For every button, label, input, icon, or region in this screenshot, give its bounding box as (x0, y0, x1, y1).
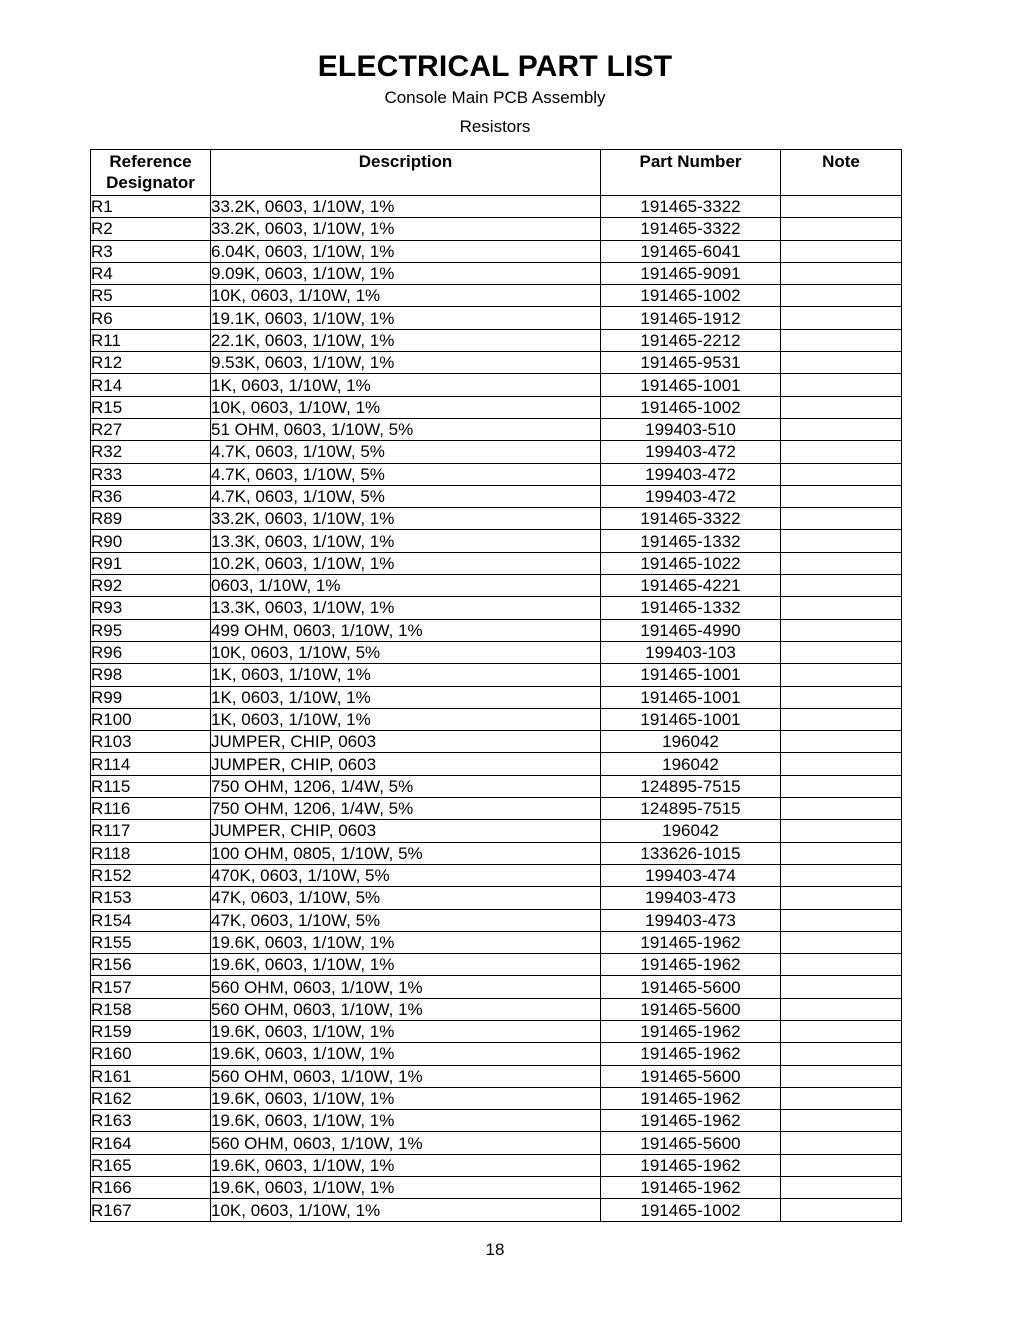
description-cell: 19.6K, 0603, 1/10W, 1% (211, 1043, 601, 1065)
table-row (91, 1154, 902, 1176)
table-header-row (91, 150, 902, 196)
reference-designator-cell: R12 (91, 352, 211, 374)
part-number-cell: 191465-3322 (601, 508, 781, 530)
note-cell (781, 931, 902, 953)
note-cell (781, 352, 902, 374)
table-row (91, 374, 902, 396)
note-cell (781, 753, 902, 775)
part-number-cell: 191465-1332 (601, 597, 781, 619)
description-cell: 750 OHM, 1206, 1/4W, 5% (211, 798, 601, 820)
reference-designator-cell: R32 (91, 441, 211, 463)
reference-designator-cell: R157 (91, 976, 211, 998)
description-cell: 19.6K, 0603, 1/10W, 1% (211, 1177, 601, 1199)
note-cell (781, 463, 902, 485)
description-cell: 499 OHM, 0603, 1/10W, 1% (211, 619, 601, 641)
column-header-description: Description (211, 150, 601, 196)
reference-designator-cell: R155 (91, 931, 211, 953)
column-header-reference-designator (91, 150, 211, 196)
description-cell: 19.6K, 0603, 1/10W, 1% (211, 1154, 601, 1176)
description-cell: 33.2K, 0603, 1/10W, 1% (211, 196, 601, 218)
note-cell (781, 664, 902, 686)
table-row (91, 1043, 902, 1065)
part-number-cell: 191465-1962 (601, 1110, 781, 1132)
reference-designator-cell: R154 (91, 909, 211, 931)
note-cell (781, 954, 902, 976)
table-row (91, 664, 902, 686)
reference-designator-cell: R27 (91, 418, 211, 440)
note-cell (781, 1043, 902, 1065)
description-cell: 750 OHM, 1206, 1/4W, 5% (211, 775, 601, 797)
table-row (91, 530, 902, 552)
description-cell: 33.2K, 0603, 1/10W, 1% (211, 508, 601, 530)
table-row (91, 998, 902, 1020)
note-cell (781, 441, 902, 463)
description-cell: 4.7K, 0603, 1/10W, 5% (211, 485, 601, 507)
description-cell: 9.53K, 0603, 1/10W, 1% (211, 352, 601, 374)
description-cell: 100 OHM, 0805, 1/10W, 5% (211, 842, 601, 864)
description-cell: 47K, 0603, 1/10W, 5% (211, 887, 601, 909)
note-cell (781, 485, 902, 507)
note-cell (781, 731, 902, 753)
description-cell: 13.3K, 0603, 1/10W, 1% (211, 597, 601, 619)
reference-designator-cell: R33 (91, 463, 211, 485)
reference-designator-cell: R5 (91, 285, 211, 307)
column-header-reference-line2: Designator (106, 173, 195, 192)
description-cell: 13.3K, 0603, 1/10W, 1% (211, 530, 601, 552)
reference-designator-cell: R36 (91, 485, 211, 507)
table-row (91, 976, 902, 998)
reference-designator-cell: R158 (91, 998, 211, 1020)
part-number-cell: 191465-9091 (601, 262, 781, 284)
part-number-cell: 191465-1001 (601, 374, 781, 396)
part-number-cell: 191465-1962 (601, 1087, 781, 1109)
note-cell (781, 887, 902, 909)
reference-designator-cell: R100 (91, 708, 211, 730)
reference-designator-cell: R159 (91, 1020, 211, 1042)
part-number-cell: 199403-473 (601, 887, 781, 909)
note-cell (781, 418, 902, 440)
note-cell (781, 597, 902, 619)
table-row (91, 418, 902, 440)
parts-table-body (91, 196, 902, 1222)
table-row (91, 753, 902, 775)
description-cell: 10K, 0603, 1/10W, 5% (211, 641, 601, 663)
reference-designator-cell: R164 (91, 1132, 211, 1154)
table-row (91, 396, 902, 418)
table-row (91, 708, 902, 730)
table-row (91, 552, 902, 574)
table-row (91, 597, 902, 619)
note-cell (781, 686, 902, 708)
table-row (91, 954, 902, 976)
table-row (91, 1199, 902, 1221)
reference-designator-cell: R90 (91, 530, 211, 552)
table-row (91, 329, 902, 351)
part-number-cell: 199403-474 (601, 864, 781, 886)
part-number-cell: 199403-510 (601, 418, 781, 440)
section-title: Resistors (459, 117, 531, 136)
note-cell (781, 530, 902, 552)
part-number-cell: 199403-472 (601, 441, 781, 463)
part-number-cell: 199403-103 (601, 641, 781, 663)
part-number-cell: 196042 (601, 731, 781, 753)
part-number-cell: 199403-472 (601, 485, 781, 507)
part-number-cell: 191465-1001 (601, 686, 781, 708)
part-number-cell: 191465-1962 (601, 1043, 781, 1065)
note-cell (781, 641, 902, 663)
description-cell: 47K, 0603, 1/10W, 5% (211, 909, 601, 931)
part-number-cell: 191465-1962 (601, 954, 781, 976)
part-number-cell: 124895-7515 (601, 775, 781, 797)
description-cell: JUMPER, CHIP, 0603 (211, 820, 601, 842)
note-cell (781, 196, 902, 218)
part-number-cell: 191465-5600 (601, 998, 781, 1020)
table-row (91, 775, 902, 797)
note-cell (781, 820, 902, 842)
reference-designator-cell: R162 (91, 1087, 211, 1109)
part-number-cell: 191465-4221 (601, 575, 781, 597)
parts-table (90, 149, 902, 1222)
table-row (91, 1110, 902, 1132)
reference-designator-cell: R153 (91, 887, 211, 909)
table-row (91, 441, 902, 463)
description-cell: 10K, 0603, 1/10W, 1% (211, 1199, 601, 1221)
column-header-reference-line1: Reference (109, 152, 192, 171)
table-row (91, 798, 902, 820)
table-row (91, 909, 902, 931)
table-row (91, 1065, 902, 1087)
note-cell (781, 842, 902, 864)
description-cell: 22.1K, 0603, 1/10W, 1% (211, 329, 601, 351)
part-number-cell: 191465-9531 (601, 352, 781, 374)
note-cell (781, 1020, 902, 1042)
table-row (91, 842, 902, 864)
description-cell: 1K, 0603, 1/10W, 1% (211, 708, 601, 730)
description-cell: 4.7K, 0603, 1/10W, 5% (211, 441, 601, 463)
note-cell (781, 307, 902, 329)
note-cell (781, 552, 902, 574)
reference-designator-cell: R163 (91, 1110, 211, 1132)
table-row (91, 485, 902, 507)
note-cell (781, 775, 902, 797)
note-cell (781, 329, 902, 351)
reference-designator-cell: R92 (91, 575, 211, 597)
part-number-cell: 191465-1002 (601, 1199, 781, 1221)
description-cell: 560 OHM, 0603, 1/10W, 1% (211, 976, 601, 998)
reference-designator-cell: R2 (91, 218, 211, 240)
reference-designator-cell: R96 (91, 641, 211, 663)
description-cell: 19.6K, 0603, 1/10W, 1% (211, 1087, 601, 1109)
note-cell (781, 575, 902, 597)
description-cell: JUMPER, CHIP, 0603 (211, 731, 601, 753)
reference-designator-cell: R156 (91, 954, 211, 976)
reference-designator-cell: R99 (91, 686, 211, 708)
reference-designator-cell: R95 (91, 619, 211, 641)
note-cell (781, 240, 902, 262)
table-row (91, 285, 902, 307)
note-cell (781, 1087, 902, 1109)
description-cell: 560 OHM, 0603, 1/10W, 1% (211, 998, 601, 1020)
part-number-cell: 191465-1001 (601, 708, 781, 730)
table-row (91, 463, 902, 485)
part-number-cell: 191465-1962 (601, 1020, 781, 1042)
description-cell: 19.6K, 0603, 1/10W, 1% (211, 1110, 601, 1132)
reference-designator-cell: R89 (91, 508, 211, 530)
description-cell: 10K, 0603, 1/10W, 1% (211, 396, 601, 418)
reference-designator-cell: R103 (91, 731, 211, 753)
reference-designator-cell: R1 (91, 196, 211, 218)
table-row (91, 218, 902, 240)
reference-designator-cell: R6 (91, 307, 211, 329)
column-header-part-number: Part Number (601, 150, 781, 196)
description-cell: 1K, 0603, 1/10W, 1% (211, 686, 601, 708)
part-number-cell: 191465-1962 (601, 1154, 781, 1176)
note-cell (781, 708, 902, 730)
note-cell (781, 1199, 902, 1221)
reference-designator-cell: R118 (91, 842, 211, 864)
note-cell (781, 1154, 902, 1176)
description-cell: 1K, 0603, 1/10W, 1% (211, 664, 601, 686)
description-cell: 4.7K, 0603, 1/10W, 5% (211, 463, 601, 485)
note-cell (781, 1065, 902, 1087)
table-row (91, 641, 902, 663)
note-cell (781, 1110, 902, 1132)
reference-designator-cell: R114 (91, 753, 211, 775)
description-cell: 19.6K, 0603, 1/10W, 1% (211, 931, 601, 953)
part-number-cell: 191465-1332 (601, 530, 781, 552)
part-number-cell: 191465-1912 (601, 307, 781, 329)
reference-designator-cell: R3 (91, 240, 211, 262)
reference-designator-cell: R167 (91, 1199, 211, 1221)
part-number-cell: 199403-472 (601, 463, 781, 485)
table-row (91, 262, 902, 284)
table-row (91, 1177, 902, 1199)
table-row (91, 1020, 902, 1042)
part-number-cell: 191465-3322 (601, 196, 781, 218)
note-cell (781, 396, 902, 418)
description-cell: 19.1K, 0603, 1/10W, 1% (211, 307, 601, 329)
reference-designator-cell: R98 (91, 664, 211, 686)
table-row (91, 820, 902, 842)
part-number-cell: 191465-1962 (601, 1177, 781, 1199)
reference-designator-cell: R166 (91, 1177, 211, 1199)
description-cell: 51 OHM, 0603, 1/10W, 5% (211, 418, 601, 440)
note-cell (781, 218, 902, 240)
part-number-cell: 124895-7515 (601, 798, 781, 820)
reference-designator-cell: R116 (91, 798, 211, 820)
note-cell (781, 262, 902, 284)
part-number-cell: 191465-5600 (601, 1132, 781, 1154)
note-cell (781, 619, 902, 641)
part-number-cell: 191465-5600 (601, 1065, 781, 1087)
part-number-cell: 133626-1015 (601, 842, 781, 864)
note-cell (781, 909, 902, 931)
table-row (91, 1132, 902, 1154)
part-number-cell: 199403-473 (601, 909, 781, 931)
description-cell: JUMPER, CHIP, 0603 (211, 753, 601, 775)
part-number-cell: 191465-1962 (601, 931, 781, 953)
note-cell (781, 976, 902, 998)
table-row (91, 731, 902, 753)
table-row (91, 196, 902, 218)
reference-designator-cell: R93 (91, 597, 211, 619)
part-number-cell: 196042 (601, 753, 781, 775)
description-cell: 560 OHM, 0603, 1/10W, 1% (211, 1065, 601, 1087)
part-number-cell: 191465-1022 (601, 552, 781, 574)
reference-designator-cell: R11 (91, 329, 211, 351)
reference-designator-cell: R161 (91, 1065, 211, 1087)
description-cell: 1K, 0603, 1/10W, 1% (211, 374, 601, 396)
description-cell: 560 OHM, 0603, 1/10W, 1% (211, 1132, 601, 1154)
table-row (91, 931, 902, 953)
description-cell: 10K, 0603, 1/10W, 1% (211, 285, 601, 307)
page-number: 18 (485, 1240, 505, 1259)
description-cell: 33.2K, 0603, 1/10W, 1% (211, 218, 601, 240)
note-cell (781, 798, 902, 820)
table-row (91, 864, 902, 886)
description-cell: 19.6K, 0603, 1/10W, 1% (211, 954, 601, 976)
part-number-cell: 191465-6041 (601, 240, 781, 262)
description-cell: 9.09K, 0603, 1/10W, 1% (211, 262, 601, 284)
page-title: ELECTRICAL PART LIST (317, 50, 673, 83)
reference-designator-cell: R160 (91, 1043, 211, 1065)
note-cell (781, 285, 902, 307)
reference-designator-cell: R91 (91, 552, 211, 574)
table-row (91, 575, 902, 597)
note-cell (781, 508, 902, 530)
reference-designator-cell: R115 (91, 775, 211, 797)
page-subtitle: Console Main PCB Assembly (384, 88, 606, 107)
part-number-cell: 196042 (601, 820, 781, 842)
table-row (91, 307, 902, 329)
part-number-cell: 191465-1002 (601, 285, 781, 307)
note-cell (781, 374, 902, 396)
table-row (91, 686, 902, 708)
part-number-cell: 191465-1002 (601, 396, 781, 418)
table-row (91, 1087, 902, 1109)
note-cell (781, 1132, 902, 1154)
note-cell (781, 998, 902, 1020)
reference-designator-cell: R152 (91, 864, 211, 886)
reference-designator-cell: R117 (91, 820, 211, 842)
table-row (91, 619, 902, 641)
table-row (91, 240, 902, 262)
description-cell: 19.6K, 0603, 1/10W, 1% (211, 1020, 601, 1042)
part-number-cell: 191465-3322 (601, 218, 781, 240)
note-cell (781, 864, 902, 886)
column-header-note: Note (781, 150, 902, 196)
description-cell: 0603, 1/10W, 1% (211, 575, 601, 597)
reference-designator-cell: R4 (91, 262, 211, 284)
part-number-cell: 191465-1001 (601, 664, 781, 686)
table-row (91, 508, 902, 530)
description-cell: 470K, 0603, 1/10W, 5% (211, 864, 601, 886)
description-cell: 10.2K, 0603, 1/10W, 1% (211, 552, 601, 574)
reference-designator-cell: R165 (91, 1154, 211, 1176)
table-row (91, 352, 902, 374)
table-row (91, 887, 902, 909)
description-cell: 6.04K, 0603, 1/10W, 1% (211, 240, 601, 262)
note-cell (781, 1177, 902, 1199)
reference-designator-cell: R15 (91, 396, 211, 418)
part-number-cell: 191465-5600 (601, 976, 781, 998)
part-number-cell: 191465-4990 (601, 619, 781, 641)
reference-designator-cell: R14 (91, 374, 211, 396)
part-number-cell: 191465-2212 (601, 329, 781, 351)
